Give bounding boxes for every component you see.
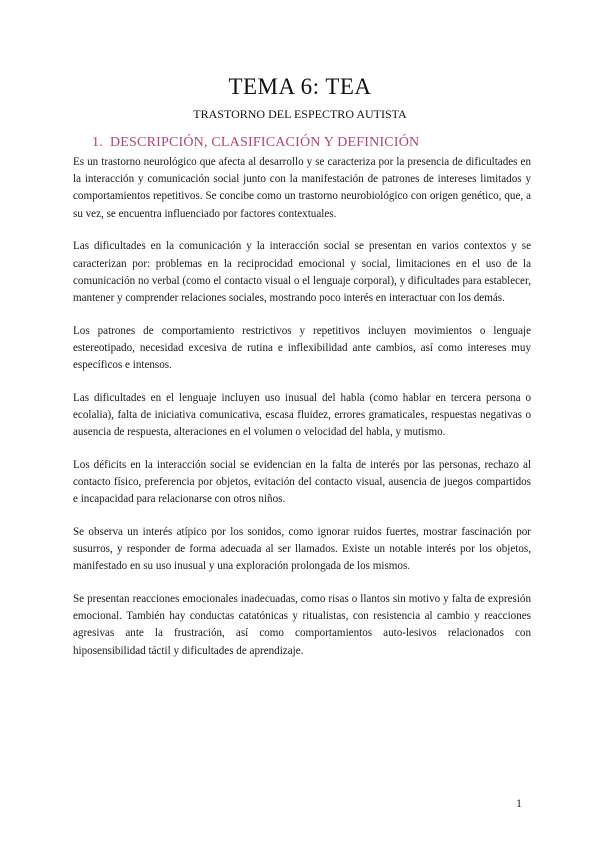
paragraph: Las dificultades en el lenguaje incluyen uso inusual del habla (como hablar en tercera persona o ecolalia), falta de iniciativa comunicativa, escasa fluidez, errores gramaticales, respuestas negativas o ausencia de respuesta, alteraciones en el volumen o velocidad del habla, y mutismo.	[73, 391, 531, 439]
page-subtitle: TRASTORNO DEL ESPECTRO AUTISTA	[193, 107, 407, 121]
page-title: TEMA 6: TEA	[228, 74, 372, 99]
section-heading-text: DESCRIPCIÓN, CLASIFICACIÓN Y DEFINICIÓN	[110, 135, 420, 150]
paragraph: Los déficits en la interacción social se evidencian en la falta de interés por las personas, rechazo al contacto físico, preferencia por objetos, evitación del contacto visual, ausencia de juegos compartidos e incapacidad para relacionarse con otros niños.	[73, 458, 531, 506]
paragraph: Los patrones de comportamiento restrictivos y repetitivos incluyen movimientos o lenguaje estereotipado, necesidad excesiva de rutina e inflexibilidad ante cambios, así como intereses muy específicos e intensos.	[73, 324, 531, 372]
paragraph: Se presentan reacciones emocionales inadecuadas, como risas o llantos sin motivo y falta de expresión emocional. También hay conductas catatónicas y ritualistas, con resistencia al cambio y reacciones agresivas ante la frustración, así como comportamientos auto-lesivos relacionados con hiposensibilidad táctil y dificultades de aprendizaje.	[73, 593, 531, 657]
section-number: 1.	[92, 135, 103, 150]
page-number: 1	[516, 796, 522, 810]
paragraph: Se observa un interés atípico por los sonidos, como ignorar ruidos fuertes, mostrar fascinación por susurros, y responder de forma adecuada al ser llamados. Existe un notable interés por los objetos, manifestado en su uso inusual y una exploración prolongada de los mismos.	[73, 525, 531, 573]
paragraph: Las dificultades en la comunicación y la interacción social se presentan en varios contextos y se caracterizan por: problemas en la reciprocidad emocional y social, limitaciones en el uso de la comunicación no verbal (como el contacto visual o el lenguaje corporal), y dificultades para establecer, mantener y comprender relaciones sociales, mostrando poco interés en interactuar con los demás.	[73, 240, 531, 304]
section-heading	[92, 135, 419, 151]
paragraph: Es un trastorno neurológico que afecta al desarrollo y se caracteriza por la presencia de dificultades en la interacción y comunicación social junto con la manifestación de patrones de intereses limitados y comportamientos repetitivos. Se concibe como un trastorno neurobiológico con origen genético, que, a su vez, se encuentra influenciado por factores contextuales.	[73, 156, 531, 220]
body-text	[73, 154, 531, 675]
